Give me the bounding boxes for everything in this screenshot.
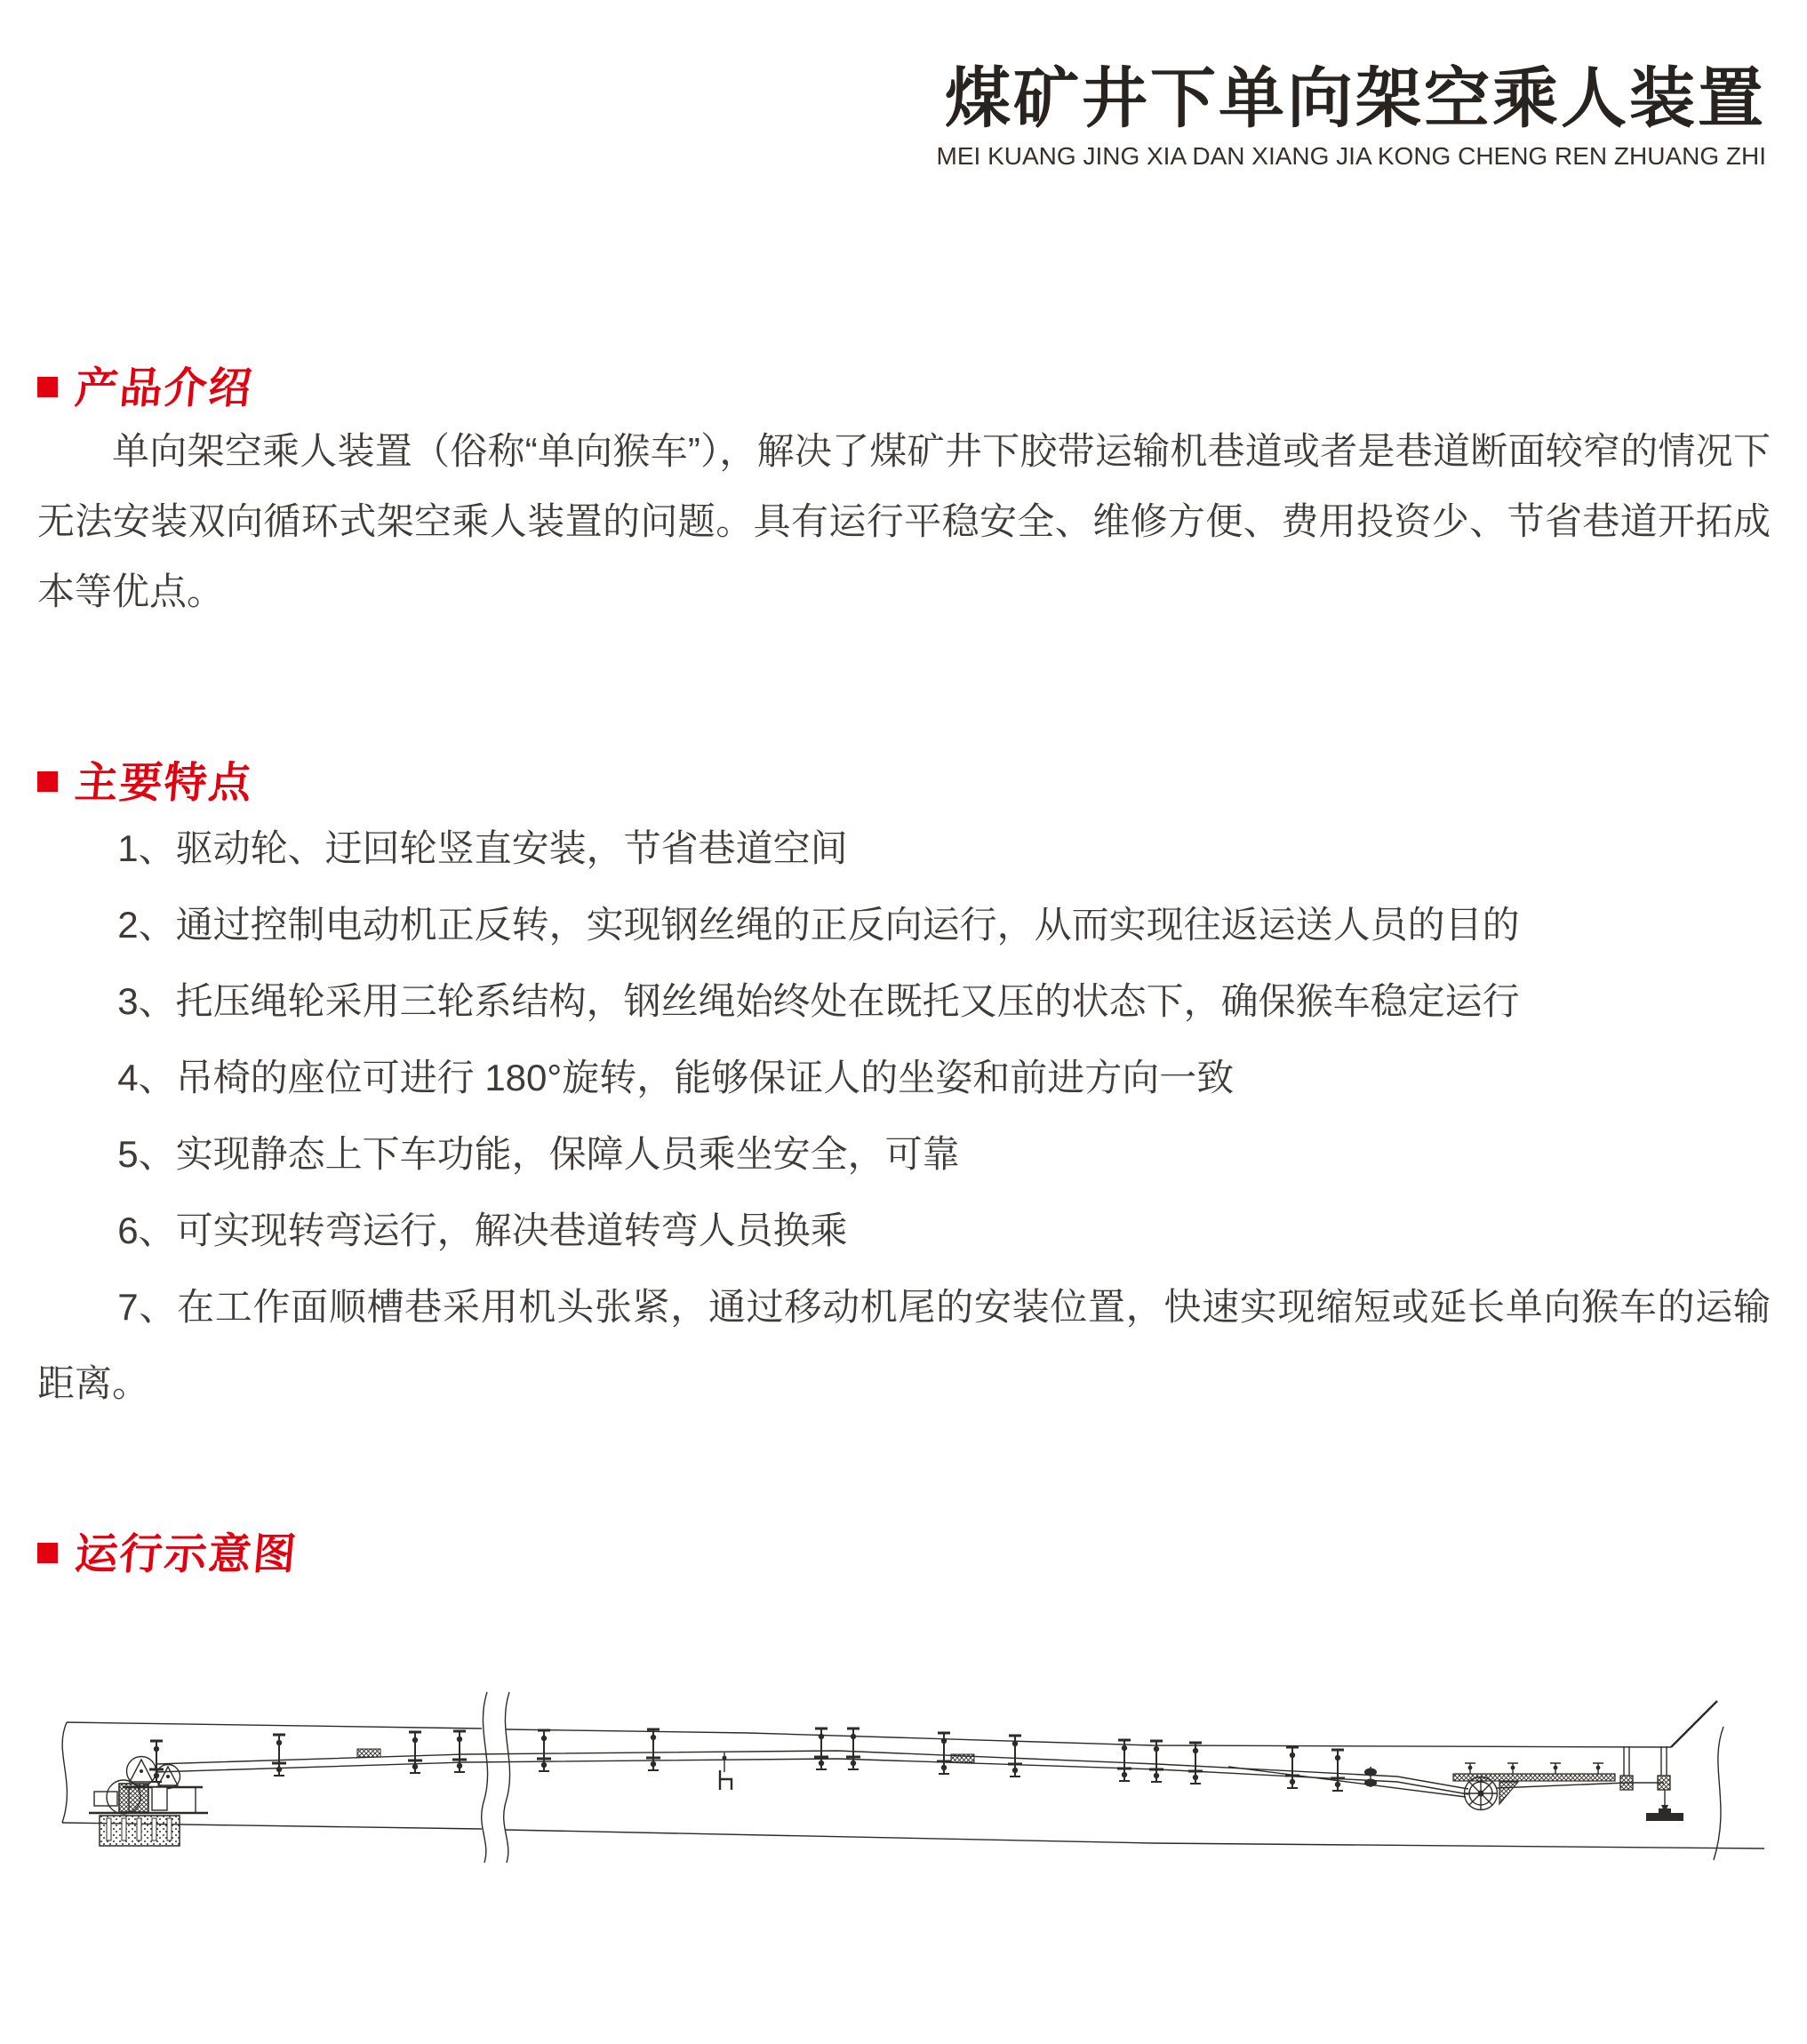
return-wheel: [1465, 1777, 1498, 1810]
feature-item-4: 4、吊椅的座位可进行 180°旋转，能够保证人的坐姿和前进方向一致: [117, 1057, 1235, 1098]
section-header-diagram: [37, 1520, 298, 1581]
section-intro-heading: 产品介绍: [73, 365, 255, 412]
tail-station: [1453, 1746, 1683, 1821]
feature-item-2: 2、通过控制电动机正反转，实现钢丝绳的正反向运行，从而实现往返运送人员的目的: [117, 904, 1520, 946]
feature-item-1: 1、驱动轮、迂回轮竖直安装，节省巷道空间: [117, 827, 848, 869]
features-list: [37, 810, 1771, 1422]
section-diagram-heading: 运行示意图: [73, 1531, 300, 1578]
section-header-features: [37, 748, 253, 810]
red-square-bullet-icon: [37, 771, 58, 792]
page-title: 煤矿井下单向架空乘人装置: [945, 61, 1766, 135]
red-square-bullet-icon: [37, 377, 58, 397]
beam-hangers: [1465, 1763, 1603, 1774]
operation-diagram: [37, 1678, 1771, 1891]
hanging-chair: [720, 1753, 732, 1790]
monkey-car-schematic: [37, 1678, 1771, 1891]
wire-rope: [156, 1751, 1664, 1797]
section-features-heading: 主要特点: [73, 760, 255, 807]
feature-item-7: 7、在工作面顺槽巷采用机头张紧，通过移动机尾的安装位置，快速实现缩短或延长单向猴车的运输距离。: [37, 1286, 1771, 1404]
page-subtitle-pinyin: MEI KUANG JING XIA DAN XIANG JIA KONG CHENG REN ZHUANG ZHI: [936, 142, 1766, 170]
drive-station: [89, 1757, 208, 1847]
counterweight: [1646, 1790, 1683, 1821]
red-square-bullet-icon: [37, 1543, 58, 1563]
intro-paragraph: 单向架空乘人装置（俗称“单向猴车”），解决了煤矿井下胶带运输机巷道或者是巷道断面较窄的情况下无法安装双向循环式架空乘人装置的问题。具有运行平稳安全、维修方便、费用投资少、节省巷道开拓成本等优点。: [37, 430, 1771, 612]
feature-item-3: 3、托压绳轮采用三轮系结构，钢丝绳始终处在既托又压的状态下，确保猴车稳定运行: [117, 980, 1520, 1022]
feature-item-6: 6、可实现转弯运行，解决巷道转弯人员换乘: [117, 1210, 848, 1251]
feature-item-5: 5、实现静态上下车功能，保障人员乘坐安全，可靠: [117, 1133, 960, 1175]
section-header-intro: [37, 354, 253, 415]
